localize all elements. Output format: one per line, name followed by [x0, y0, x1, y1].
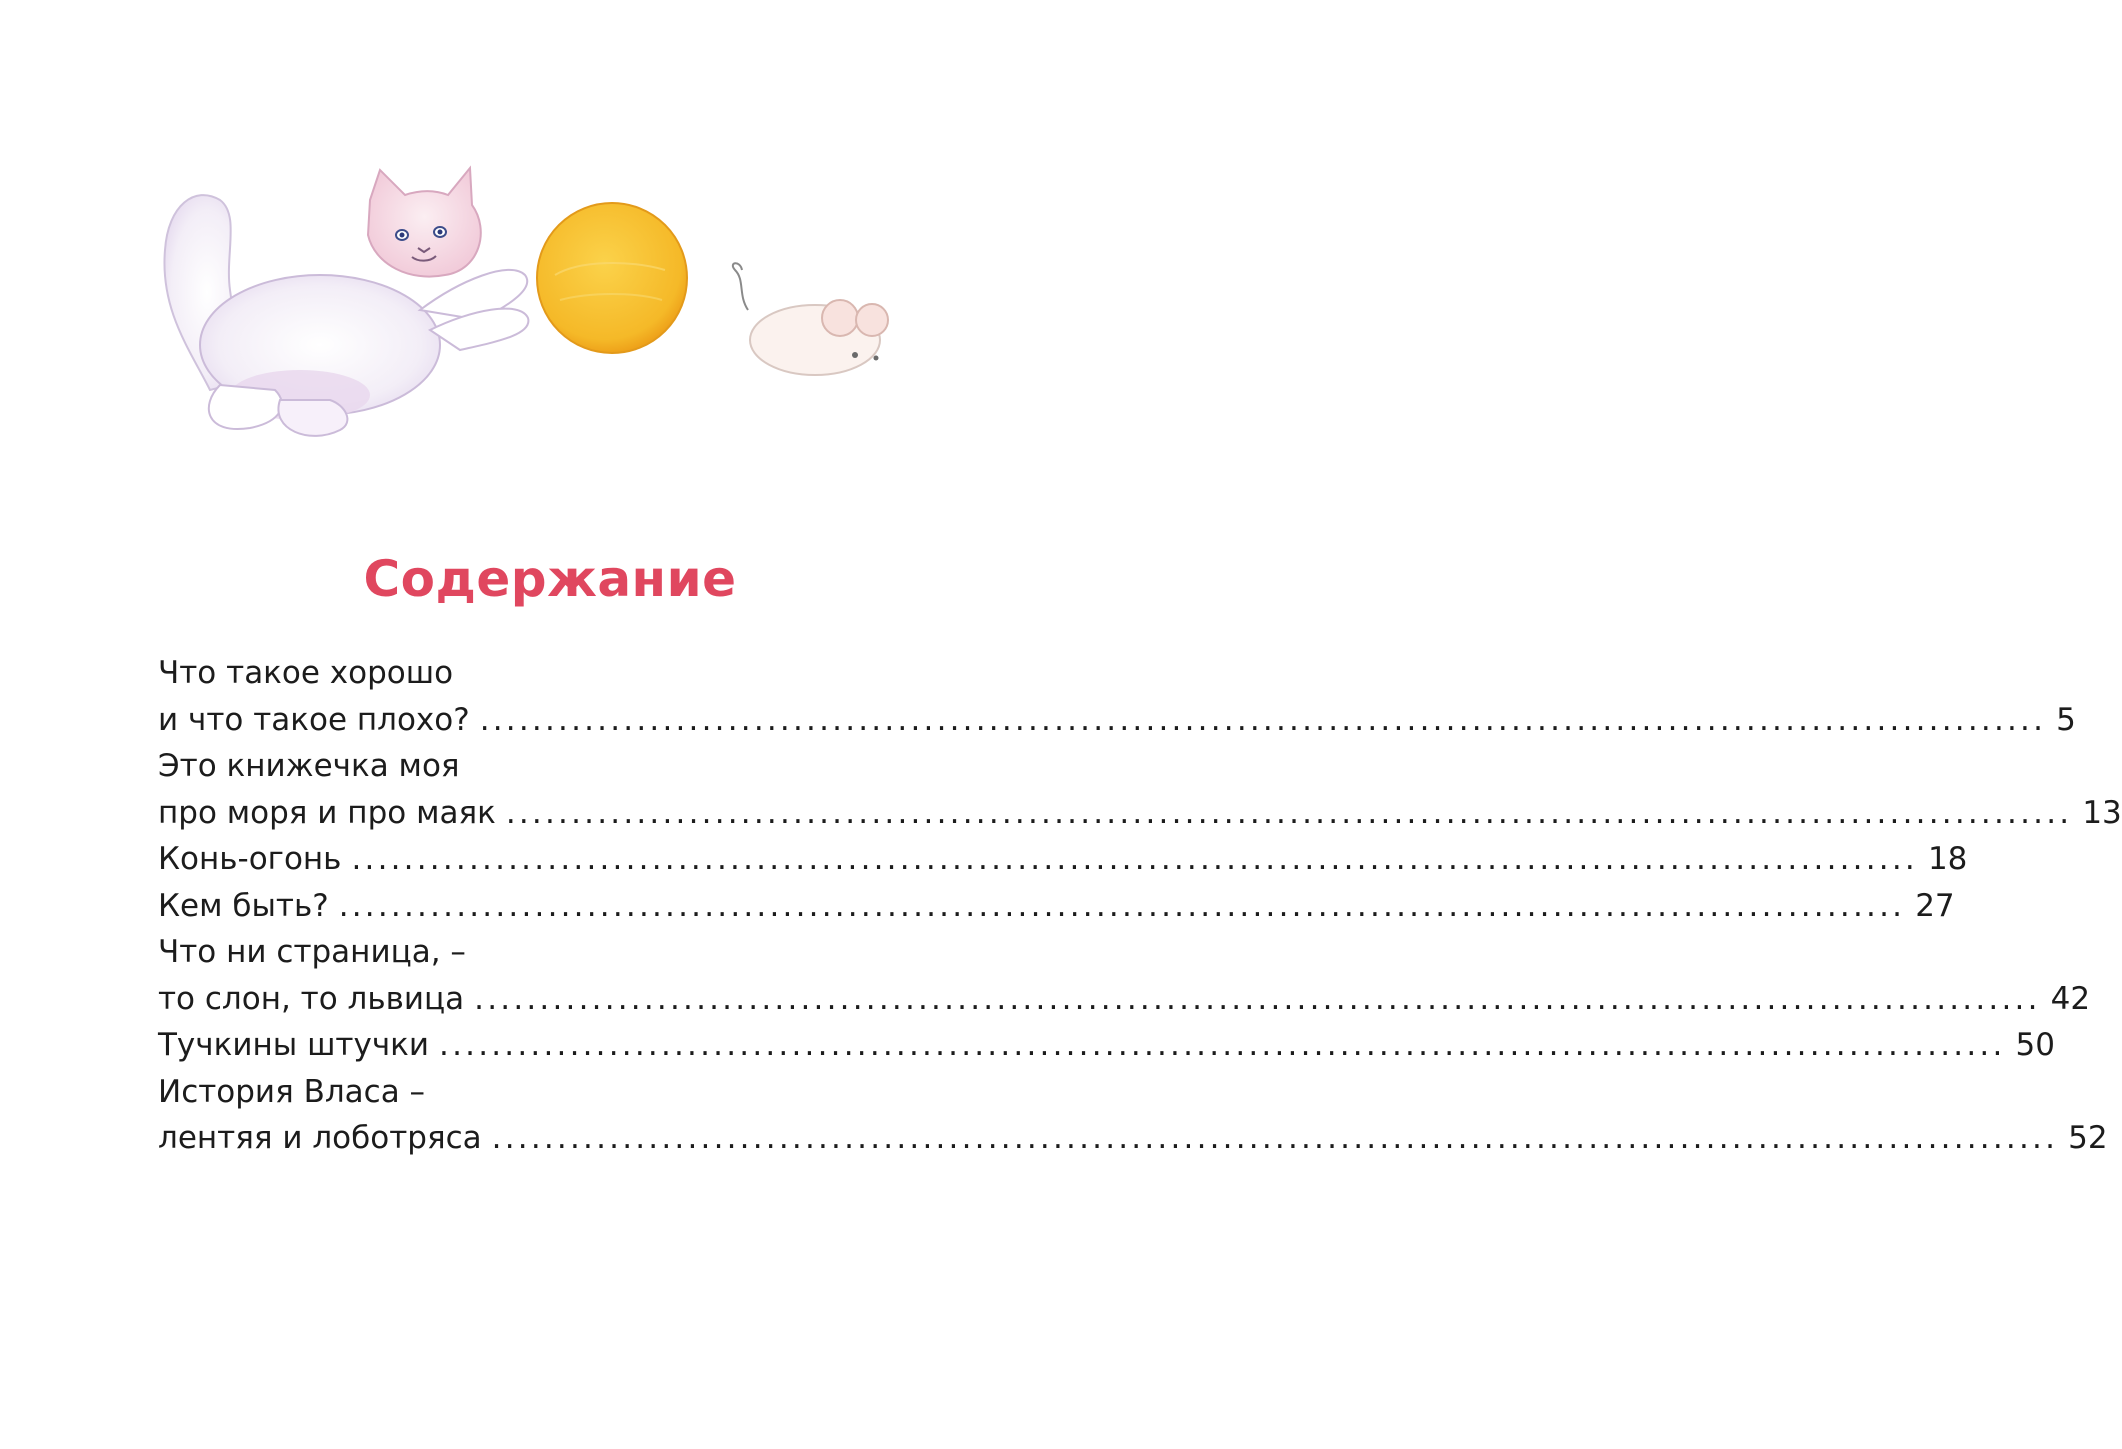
toc-entry-title: про моря и про маяк	[158, 794, 496, 831]
cat-icon	[164, 168, 528, 436]
dot-leader: ........................................................................................................................	[474, 980, 2041, 1017]
dot-leader: ........................................................................................................................	[351, 841, 1918, 877]
toc-entry-title: то слон, то львица	[158, 980, 465, 1017]
ball-icon	[537, 203, 687, 353]
toc-entry-title: Тучкины штучки	[158, 1027, 430, 1063]
toc-line	[158, 1115, 2108, 1162]
toc-line	[158, 790, 2122, 837]
toc-line	[158, 929, 890, 976]
toc-page-number: 18	[1927, 841, 1968, 877]
dot-leader: ........................................................................................................................	[479, 701, 2047, 738]
toc-page-number: 27	[1915, 887, 1955, 924]
toc-entry-title: История Власа –	[158, 1073, 426, 1110]
toc-page-number: 52	[2068, 1120, 2108, 1156]
toc-entry	[158, 650, 2076, 743]
toc-entry	[158, 883, 1955, 930]
toc-line	[158, 883, 1955, 930]
toc-line	[158, 697, 2076, 744]
toc-entry-title: Что такое хорошо	[158, 655, 454, 691]
toc-entry	[158, 929, 2091, 1022]
toc-line	[158, 836, 1968, 883]
toc-line	[158, 1069, 890, 1116]
toc-entry	[158, 836, 1968, 883]
toc-page-number: 42	[2050, 980, 2091, 1017]
toc-line	[158, 743, 890, 790]
toc-line	[158, 976, 2091, 1023]
toc-line	[158, 1022, 2055, 1069]
toc-entry-title: Это книжечка моя	[158, 748, 460, 784]
toc-page-number: 50	[2015, 1027, 2055, 1063]
toc-line	[158, 650, 890, 697]
toc-entry	[158, 1069, 2108, 1162]
dot-leader: ........................................................................................................................	[338, 887, 1906, 924]
dot-leader: ........................................................................................................................	[505, 794, 2073, 831]
table-of-contents	[158, 650, 2122, 1162]
toc-entry-title: Что ни страница, –	[158, 934, 466, 970]
toc-entry-title: Кем быть?	[158, 887, 329, 924]
illustration-cat-ball-mouse	[150, 160, 910, 460]
dot-leader: ........................................................................................................................	[491, 1120, 2059, 1156]
toc-page-number: 5	[2056, 701, 2076, 738]
page-title: Содержание	[363, 550, 737, 608]
toc-entry-title: лентяя и лоботряса	[158, 1120, 482, 1156]
toc-entry	[158, 743, 2122, 836]
toc-page-number: 13	[2082, 794, 2122, 831]
toc-entry-title: Конь-огонь	[158, 841, 342, 877]
toc-entry-title: и что такое плохо?	[158, 701, 470, 738]
toc-entry	[158, 1022, 2055, 1069]
dot-leader: ........................................................................................................................	[439, 1027, 2006, 1063]
mouse-icon	[733, 263, 888, 375]
